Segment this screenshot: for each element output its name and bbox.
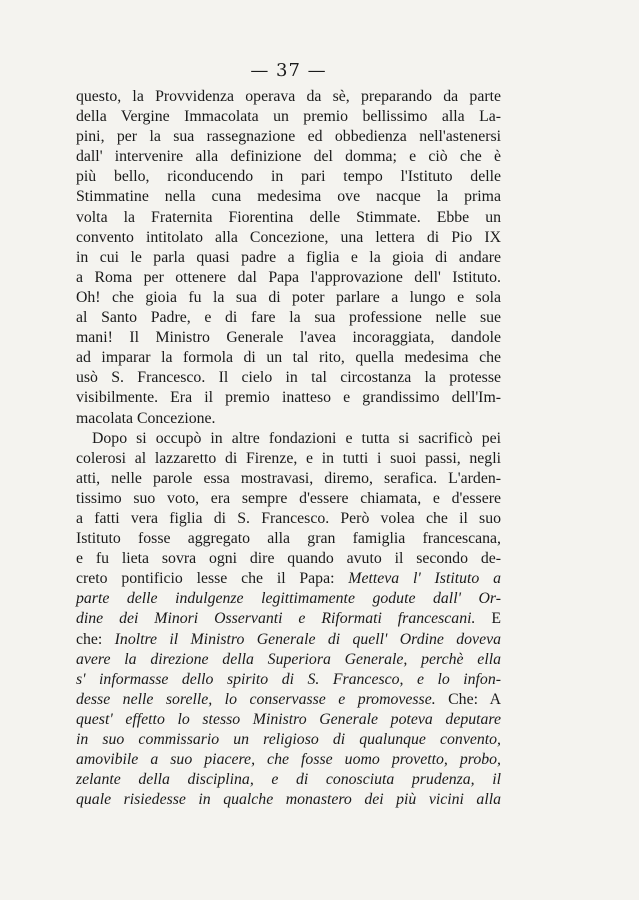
text-line xyxy=(76,388,501,408)
text-line xyxy=(76,489,501,509)
text-line-italic: Inoltre il Ministro Generale di quell' Ordine doveva xyxy=(114,630,501,648)
text-line xyxy=(76,609,501,629)
text-line xyxy=(76,187,501,207)
text-line xyxy=(76,690,501,710)
text-line-roman: Stimmatine nella cuna medesima ove nacque la prima xyxy=(76,188,501,206)
text-line-italic: desse nelle sorelle, lo conservasse e promovesse. xyxy=(76,690,436,708)
page-number: — 37 — xyxy=(250,60,327,81)
text-line xyxy=(76,589,501,609)
text-line-roman: volta la Fraternita Fiorentina delle Stimmate. Ebbe un xyxy=(76,208,501,226)
text-line xyxy=(76,147,501,167)
text-line xyxy=(76,248,501,268)
text-line-italic: avere la direzione della Superiora Generale, perchè ella xyxy=(76,650,501,668)
text-line-roman: Dopo si occupò in altre fondazioni e tutta si sacrificò pei xyxy=(92,429,501,447)
text-line-roman: in cui le parla quasi padre a figlia e la gioia di andare xyxy=(76,248,501,266)
text-line xyxy=(76,167,501,187)
text-line xyxy=(76,228,501,248)
text-line xyxy=(76,790,501,810)
text-line xyxy=(76,750,501,770)
text-line-roman: macolata Concezione. xyxy=(76,409,216,427)
text-line-italic: amovibile a suo piacere, che fosse uomo provetto, probo, xyxy=(76,751,501,769)
text-line-roman: usò S. Francesco. Il cielo in tal circostanza la protesse xyxy=(76,369,501,387)
text-line-roman: mani! Il Ministro Generale l'avea incoraggiata, dandole xyxy=(76,329,501,347)
text-line-roman: convento intitolato alla Concezione, una lettera di Pio IX xyxy=(76,228,501,246)
text-line-tail: E xyxy=(475,610,501,628)
text-line-roman: Oh! che gioia fu la sua di poter parlare a lungo e sola xyxy=(76,288,501,306)
text-line xyxy=(76,429,501,449)
text-line-roman: dall' intervenire alla definizione del domma; e ciò che è xyxy=(76,148,501,166)
text-line xyxy=(76,127,501,147)
text-line xyxy=(76,509,501,529)
text-line-italic: quest' effetto lo stesso Ministro Generale poteva deputare xyxy=(76,710,501,728)
text-line xyxy=(76,670,501,690)
text-line-roman: questo, la Provvidenza operava da sè, preparando da parte xyxy=(76,88,501,105)
text-line-roman: Istituto fosse aggregato alla gran famiglia francescana, xyxy=(76,530,501,548)
text-line-italic: s' informasse dello spirito di S. Francesco, e lo infon- xyxy=(76,670,501,688)
body-text xyxy=(76,87,501,810)
text-line-italic: parte delle indulgenze legittimamente godute dall' Or- xyxy=(76,590,501,608)
text-line xyxy=(76,348,501,368)
text-line xyxy=(76,288,501,308)
text-line xyxy=(76,770,501,790)
text-line xyxy=(76,409,501,429)
text-line-italic: dine dei Minori Osservanti e Riformati francescani. xyxy=(76,610,476,628)
text-line xyxy=(76,308,501,328)
text-line xyxy=(76,650,501,670)
text-line-roman: ad imparar la formola di un tal rito, quella medesima che xyxy=(76,349,501,367)
text-line-roman: più bello, riconducendo in pari tempo l'Istituto delle xyxy=(76,168,501,186)
text-line xyxy=(76,630,501,650)
text-line-roman: atti, nelle parole essa mostravasi, diremo, serafica. L'arden- xyxy=(76,469,501,487)
text-line-roman: che: xyxy=(76,630,103,648)
text-line xyxy=(76,710,501,730)
text-line-roman: della Vergine Immacolata un premio bellissimo alla La- xyxy=(76,108,501,126)
text-line xyxy=(76,107,501,127)
text-line-roman: al Santo Padre, e di fare la sua professione nelle sue xyxy=(76,309,501,327)
text-line-roman: e fu lieta sovra ogni dire quando avuto il secondo de- xyxy=(76,550,501,568)
text-line-roman: creto pontificio lesse che il Papa: xyxy=(76,570,335,588)
text-line xyxy=(76,368,501,388)
text-line-roman: pini, per la sua rassegnazione ed obbedienza nell'astenersi xyxy=(76,128,501,146)
text-line xyxy=(76,730,501,750)
text-line xyxy=(76,529,501,549)
text-line xyxy=(76,268,501,288)
text-line xyxy=(76,87,501,107)
text-line-italic: in suo commissario un religioso di qualunque convento, xyxy=(76,731,501,748)
text-line xyxy=(76,328,501,348)
text-line-italic: Metteva l' Istituto a xyxy=(348,570,501,588)
text-line-roman: tissimo suo voto, era sempre d'essere chiamata, e d'essere xyxy=(76,489,501,507)
text-line xyxy=(76,549,501,569)
text-line-italic: quale risiedesse in qualche monastero dei più vicini alla xyxy=(76,791,501,809)
text-line xyxy=(76,208,501,228)
book-page xyxy=(76,60,501,810)
text-line xyxy=(76,449,501,469)
text-line-roman: colerosi al lazzaretto di Firenze, e in tutti i suoi passi, negli xyxy=(76,449,501,467)
text-line xyxy=(76,569,501,589)
text-line-roman: a Roma per ottenere dal Papa l'approvazione dell' Istituto. xyxy=(76,268,501,286)
text-line-tail: Che: A xyxy=(435,690,501,708)
text-line-roman: visibilmente. Era il premio inatteso e grandissimo dell'Im- xyxy=(76,389,501,407)
text-line-roman: a fatti vera figlia di S. Francesco. Però volea che il suo xyxy=(76,509,501,527)
text-line-italic: zelante della disciplina, e di conosciuta prudenza, il xyxy=(76,771,501,789)
text-line xyxy=(76,469,501,489)
